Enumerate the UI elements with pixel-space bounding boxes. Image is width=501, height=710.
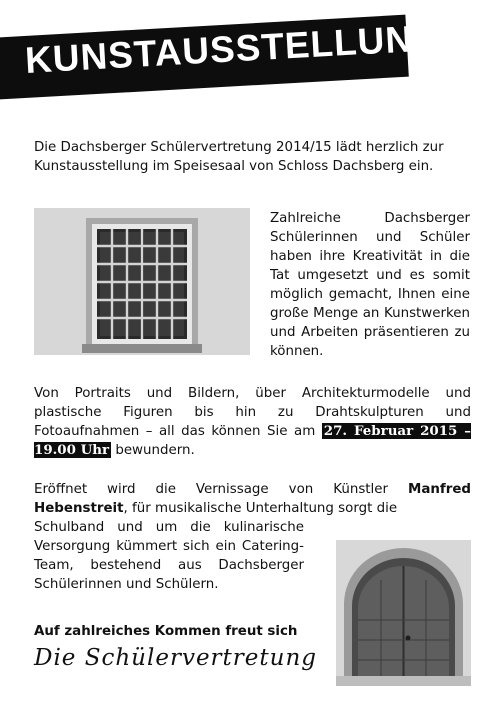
opening-text-before: Eröffnet wird die Vernissage von Künstler bbox=[34, 482, 408, 497]
opening-paragraph-continued: Schulband und um die kulinarische Versorgung kümmert sich ein Catering-Team, bestehend aus Dachsberger Schülerinnen und Schülern. bbox=[34, 520, 304, 592]
signature: Die Schülervertretung bbox=[34, 645, 317, 671]
intro-paragraph: Die Dachsberger Schülervertretung 2014/15 lädt herzlich zur Kunstausstellung im Speisesaal von Schloss Dachsberg ein. bbox=[34, 140, 444, 174]
works-paragraph bbox=[34, 384, 471, 460]
door-photo-svg bbox=[336, 540, 471, 686]
works-text-after: bewundern. bbox=[111, 443, 195, 458]
opening-text-after: , für musikalische Unterhaltung sorgt die bbox=[123, 501, 398, 516]
window-photo bbox=[34, 208, 250, 355]
page-title: KUNSTAUSSTELLUNG bbox=[24, 16, 444, 81]
window-photo-svg bbox=[34, 208, 250, 355]
opening-paragraph bbox=[34, 480, 471, 518]
closing-line: Auf zahlreiches Kommen freut sich bbox=[34, 624, 298, 639]
event-date: 27. Februar 2015 – 19.00 Uhr bbox=[34, 423, 471, 458]
works-text-before: Von Portraits und Bildern, über Architekturmodelle und plastische Figuren bis hin zu Drahtskulpturen und Fotoaufnahmen – all das können Sie am bbox=[34, 386, 471, 439]
creativity-paragraph: Zahlreiche Dachsberger Schülerinnen und Schüler haben ihre Kreativität in die Tat umgesetzt und es somit möglich gemacht, Ihnen eine große Menge an Kunstwerken und Arbeiten präsentieren zu können. bbox=[270, 211, 470, 359]
artist-name: Manfred Hebenstreit bbox=[34, 482, 471, 516]
door-photo bbox=[336, 540, 471, 686]
